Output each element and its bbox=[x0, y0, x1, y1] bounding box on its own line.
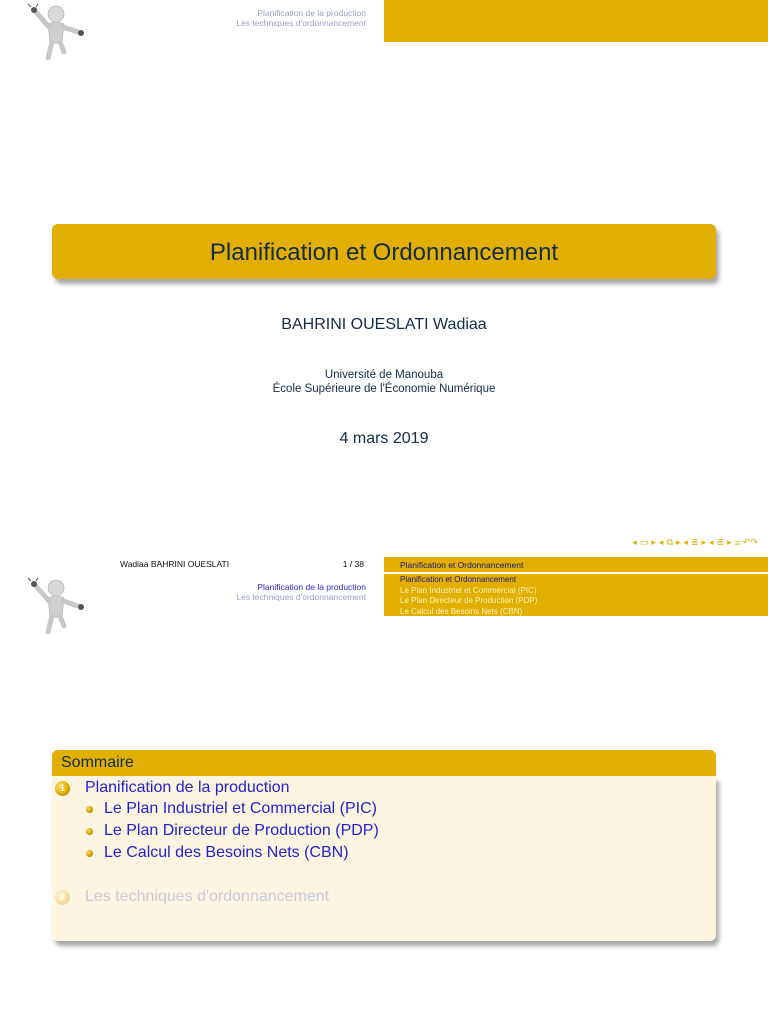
header-subsection-link[interactable]: Le Plan Industriel et Commercial (PIC) bbox=[400, 585, 537, 595]
header-section-link[interactable]: Planification de la production bbox=[257, 582, 366, 592]
toc-subsection-item[interactable] bbox=[86, 822, 379, 840]
beamer-navigation-icons[interactable] bbox=[632, 537, 758, 548]
toc-subsection-item[interactable] bbox=[86, 844, 349, 862]
institution-line: Université de Manouba bbox=[324, 369, 444, 381]
toc-subsection-item[interactable] bbox=[86, 800, 377, 818]
nav-toc-icon[interactable]: ≡ bbox=[734, 537, 740, 548]
mascot-figure-icon bbox=[26, 576, 90, 634]
mascot-figure-icon bbox=[26, 2, 90, 60]
institution-line: École Supérieure de l'Économie Numérique bbox=[272, 383, 496, 395]
section-number-ball-icon: 1 bbox=[55, 781, 70, 796]
section-number-ball-icon: 2 bbox=[55, 890, 70, 905]
title-block bbox=[52, 224, 716, 279]
summary-slide bbox=[0, 574, 768, 1024]
nav-prev-icon[interactable]: ◂ bbox=[683, 537, 688, 547]
nav-next-icon[interactable]: ▸ bbox=[675, 537, 681, 547]
nav-section-icon[interactable]: ≣ bbox=[716, 537, 725, 547]
header-left bbox=[0, 0, 384, 42]
header-section-link[interactable]: Planification de la production bbox=[257, 8, 366, 18]
header-section-link[interactable]: Les techniques d'ordonnancement bbox=[236, 592, 366, 602]
nav-search-icon[interactable]: ↶↷ bbox=[742, 537, 758, 547]
institution bbox=[0, 368, 768, 396]
header-right-bar bbox=[384, 0, 768, 42]
nav-frame-icon[interactable]: ▭ bbox=[639, 537, 649, 547]
footer-short-title[interactable]: Planification et Ordonnancement bbox=[400, 560, 524, 570]
header-section-link[interactable]: Les techniques d'ordonnancement bbox=[236, 18, 366, 28]
toc-section-item[interactable] bbox=[55, 779, 290, 797]
header-section-list bbox=[236, 582, 366, 602]
footer-author: Wadiaa BAHRINI OUESLATI bbox=[120, 559, 230, 569]
nav-subsection-icon[interactable]: ⧉ bbox=[666, 537, 673, 547]
nav-next-icon[interactable]: ▸ bbox=[727, 537, 732, 547]
toc-section-item[interactable] bbox=[55, 888, 329, 906]
summary-title: Sommaire bbox=[61, 754, 134, 771]
nav-next-icon[interactable]: ▸ bbox=[651, 537, 656, 547]
bullet-ball-icon bbox=[86, 828, 93, 835]
presentation-date: 4 mars 2019 bbox=[339, 430, 429, 447]
footer-right bbox=[384, 557, 768, 572]
nav-section-icon[interactable]: ≣ bbox=[690, 537, 699, 547]
header-section-list bbox=[236, 8, 366, 28]
footer-page-number: 1 / 38 bbox=[342, 559, 364, 569]
nav-prev-icon[interactable]: ◂ bbox=[632, 537, 637, 547]
header-subsection-link[interactable]: Le Plan Directeur de Production (PDP) bbox=[400, 596, 538, 605]
summary-block-body bbox=[52, 776, 716, 941]
header-right-bar bbox=[384, 574, 768, 616]
toc-subsection-label[interactable]: Le Calcul des Besoins Nets (CBN) bbox=[104, 844, 349, 861]
toc-section-label[interactable]: Planification de la production bbox=[85, 779, 290, 796]
bullet-ball-icon bbox=[86, 850, 93, 857]
author-name: BAHRINI OUESLATI Wadiaa bbox=[281, 316, 487, 333]
header-left bbox=[0, 574, 384, 616]
summary-block-header bbox=[52, 750, 716, 776]
toc-subsection-label[interactable]: Le Plan Directeur de Production (PDP) bbox=[104, 822, 379, 839]
header-subsection-link[interactable]: Le Calcul des Besoins Nets (CBN) bbox=[400, 606, 523, 616]
nav-prev-icon[interactable]: ◂ bbox=[709, 537, 714, 547]
toc-subsection-label[interactable]: Le Plan Industriel et Commercial (PIC) bbox=[104, 800, 377, 817]
footer-left bbox=[0, 557, 384, 572]
nav-prev-icon[interactable]: ◂ bbox=[658, 537, 664, 547]
bullet-ball-icon bbox=[86, 806, 93, 813]
header-subsection-list bbox=[400, 575, 537, 617]
presentation-title: Planification et Ordonnancement bbox=[209, 239, 559, 266]
nav-next-icon[interactable]: ▸ bbox=[701, 537, 707, 547]
header-subsection-link[interactable]: Planification et Ordonnancement bbox=[400, 575, 517, 584]
toc-section-label[interactable]: Les techniques d'ordonnancement bbox=[85, 888, 330, 905]
